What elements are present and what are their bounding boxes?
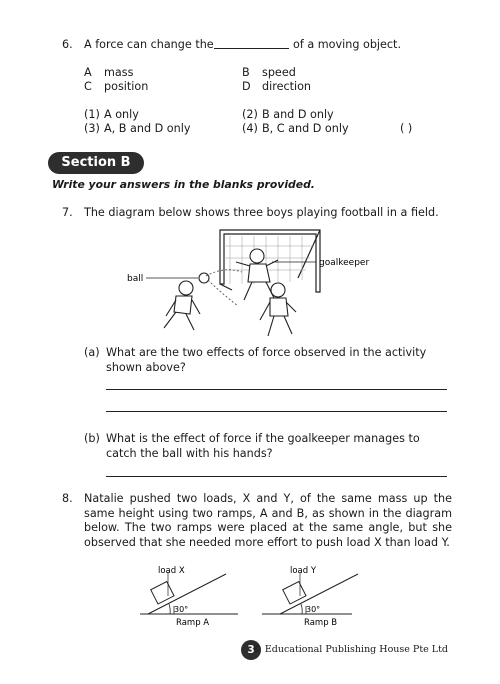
choice-letter: A	[84, 66, 92, 79]
ball-icon	[199, 273, 209, 283]
ramp-b	[262, 566, 358, 628]
option-number: (4)	[242, 122, 258, 135]
question-number: 8.	[62, 492, 73, 505]
section-heading: Section B	[48, 152, 144, 174]
football-diagram	[120, 226, 380, 342]
option-number: (1)	[84, 108, 100, 121]
part-a-label: (a)	[84, 346, 100, 359]
player-third	[260, 283, 296, 336]
question-stem-part2: of a moving object.	[293, 38, 402, 51]
load-y-box	[283, 582, 306, 604]
choice-text: direction	[262, 80, 312, 93]
choice-letter: B	[242, 66, 250, 79]
question-number: 6.	[62, 38, 73, 51]
goal-post	[220, 230, 320, 292]
question-number: 7.	[62, 206, 73, 219]
question-stem-part1: A force can change the	[84, 38, 214, 51]
copyright-notice: © Educational Publishing House Pte Ltd	[252, 644, 448, 655]
choice-letter: D	[242, 80, 251, 93]
ramp-b-label: Ramp B	[304, 618, 338, 628]
page-number: 3	[241, 640, 261, 660]
choice-text: mass	[104, 66, 134, 79]
choice-text: position	[104, 80, 149, 93]
question-stem: The diagram below shows three boys playing football in a field.	[84, 206, 439, 219]
load-y-label: load Y	[290, 566, 317, 576]
load-x-box	[151, 582, 174, 604]
option-number: (2)	[242, 108, 258, 121]
option-number: (3)	[84, 122, 100, 135]
load-x-label: load X	[158, 566, 185, 576]
goalkeeper-label: goalkeeper	[319, 258, 370, 268]
choice-letter: C	[84, 80, 92, 93]
ramp-diagram	[140, 558, 380, 630]
angle-label-b: 30°	[306, 605, 321, 614]
player-kicker	[164, 281, 200, 330]
fill-blank-line[interactable]	[214, 48, 289, 49]
answer-line[interactable]	[106, 476, 447, 477]
option-text: A, B and D only	[104, 122, 191, 135]
choice-text: speed	[262, 66, 296, 79]
ball-label: ball	[127, 274, 144, 284]
ramp-a-label: Ramp A	[176, 618, 210, 628]
option-text: B and D only	[262, 108, 334, 121]
part-a-question: What are the two effects of force observed in the activity shown above?	[106, 346, 427, 374]
answer-line[interactable]	[106, 389, 447, 390]
option-text: B, C and D only	[262, 122, 349, 135]
part-b-label: (b)	[84, 432, 100, 445]
option-text: A only	[104, 108, 139, 121]
question-stem: Natalie pushed two loads, X and Y, of the same mass up the same height using two ramps, A and B, as shown in the diagram below. The two ramps were placed at the same angle, but she observed that she needed more effort to push load X than load Y.	[84, 492, 452, 549]
ramp-a	[140, 566, 238, 628]
angle-label-a: 30°	[174, 605, 189, 614]
answer-bracket[interactable]: ( )	[400, 122, 413, 135]
answer-line[interactable]	[106, 411, 447, 412]
section-instruction: Write your answers in the blanks provided.	[52, 178, 315, 191]
part-b-question: What is the effect of force if the goalkeeper manages to catch the ball with his hands?	[106, 432, 420, 460]
